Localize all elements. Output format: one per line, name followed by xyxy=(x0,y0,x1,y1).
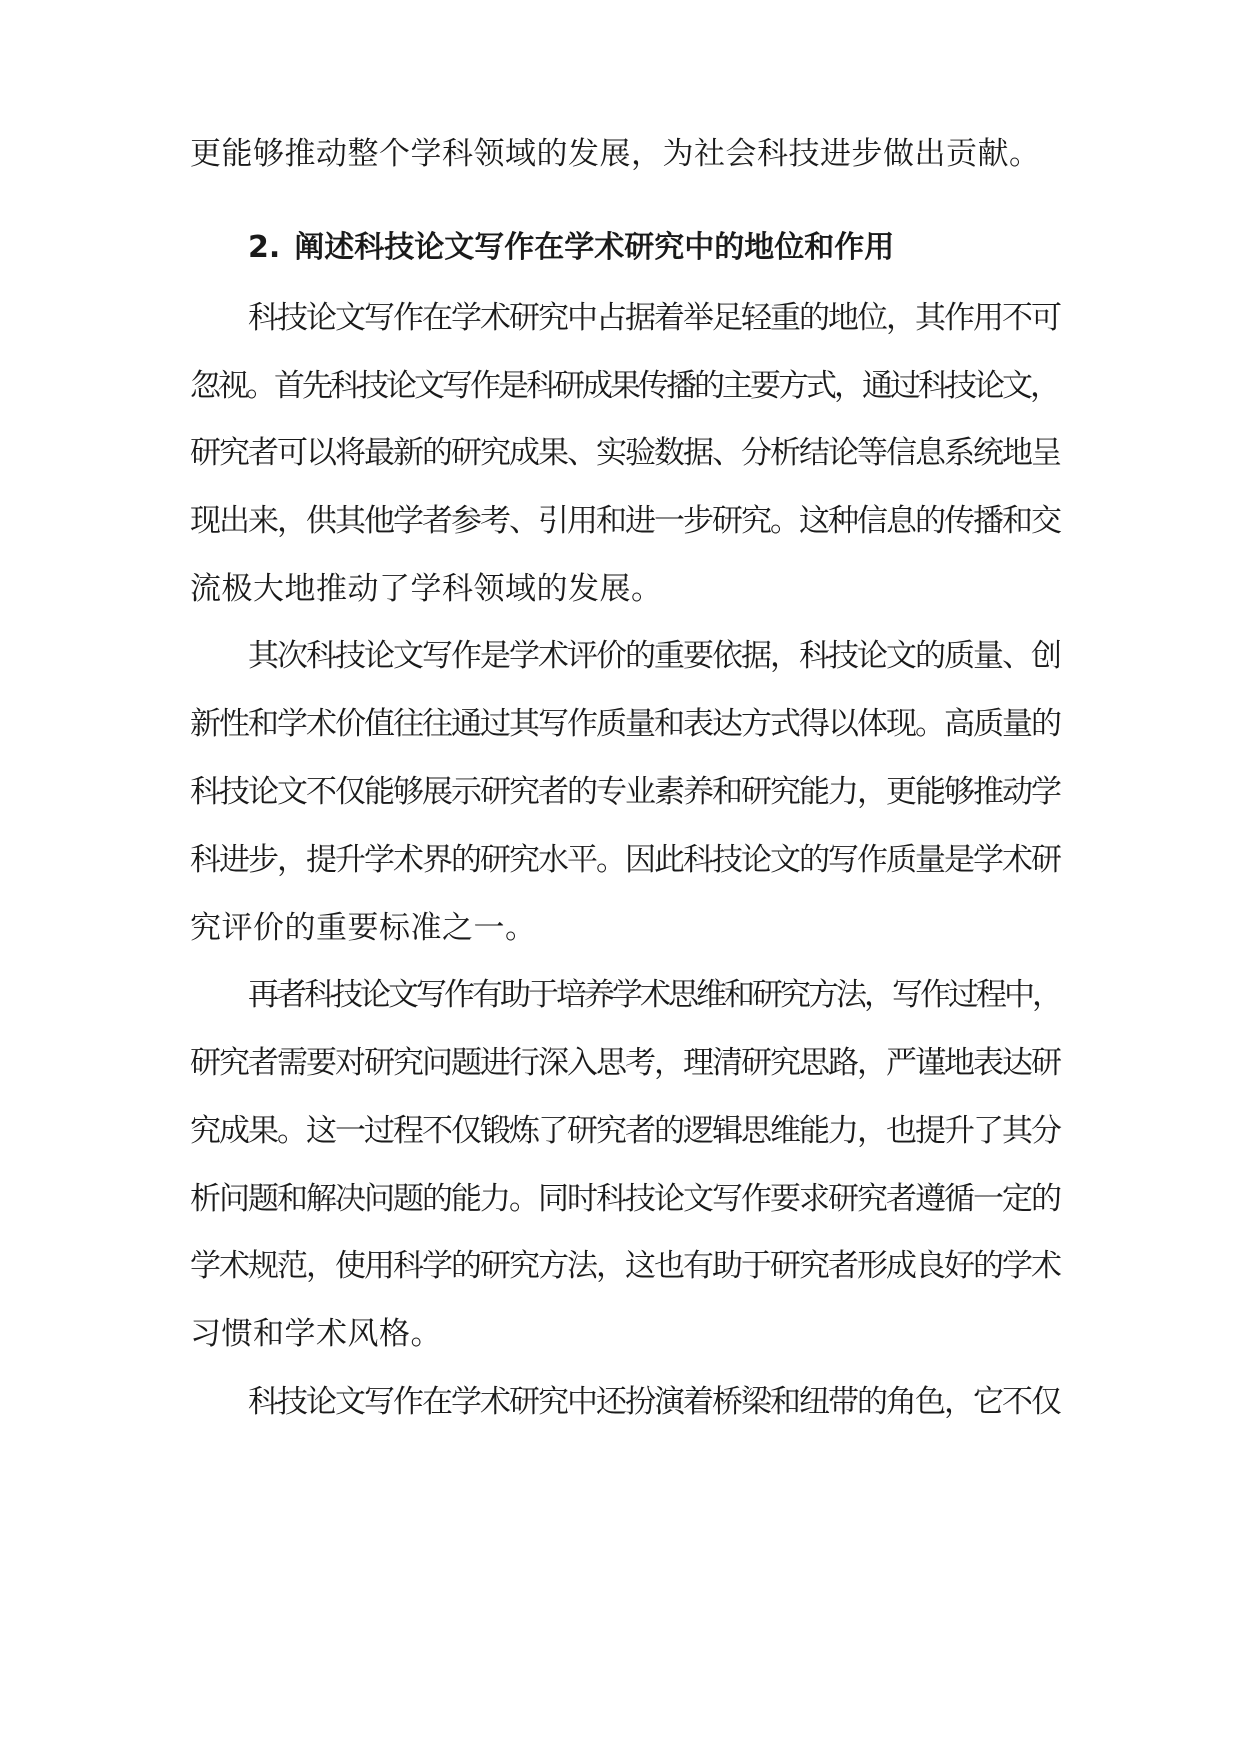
text-line: 其次科技论文写作是学术评价的重要依据，科技论文的质量、创 xyxy=(248,638,1060,674)
text-line: 科技论文不仅能够展示研究者的专业素养和研究能力，更能够推动学 xyxy=(190,774,1060,810)
text-line: 科进步，提升学术界的研究水平。因此科技论文的写作质量是学术研 xyxy=(190,842,1060,878)
text-line: 再者科技论文写作有助于培养学术思维和研究方法，写作过程中， xyxy=(248,977,1060,1013)
text-line: 研究者需要对研究问题进行深入思考，理清研究思路，严谨地表达研 xyxy=(190,1045,1060,1081)
text-line: 究成果。这一过程不仅锻炼了研究者的逻辑思维能力，也提升了其分 xyxy=(190,1113,1060,1149)
text-line: 新性和学术价值往往通过其写作质量和表达方式得以体现。高质量的 xyxy=(190,706,1060,742)
text-line: 习惯和学术风格。 xyxy=(190,1316,442,1352)
section-heading xyxy=(248,226,1060,270)
section-title: 阐述科技论文写作在学术研究中的地位和作用 xyxy=(294,230,895,265)
text-line: 究评价的重要标准之一。 xyxy=(190,910,537,946)
text-line: 现出来，供其他学者参考、引用和进一步研究。这种信息的传播和交 xyxy=(190,503,1060,539)
text-line: 科技论文写作在学术研究中还扮演着桥梁和纽带的角色，它不仅 xyxy=(248,1384,1060,1420)
text-line: 析问题和解决问题的能力。同时科技论文写作要求研究者遵循一定的 xyxy=(190,1181,1060,1217)
text-line: 科技论文写作在学术研究中占据着举足轻重的地位，其作用不可 xyxy=(248,300,1060,336)
text-line: 更能够推动整个学科领域的发展，为社会科技进步做出贡献。 xyxy=(190,136,1041,172)
text-line: 忽视。首先科技论文写作是科研成果传播的主要方式，通过科技论文， xyxy=(190,368,1058,404)
text-line: 研究者可以将最新的研究成果、实验数据、分析结论等信息系统地呈 xyxy=(190,435,1060,471)
section-number: 2. xyxy=(248,230,281,265)
text-line: 流极大地推动了学科领域的发展。 xyxy=(190,571,663,607)
text-line: 学术规范，使用科学的研究方法，这也有助于研究者形成良好的学术 xyxy=(190,1248,1060,1284)
